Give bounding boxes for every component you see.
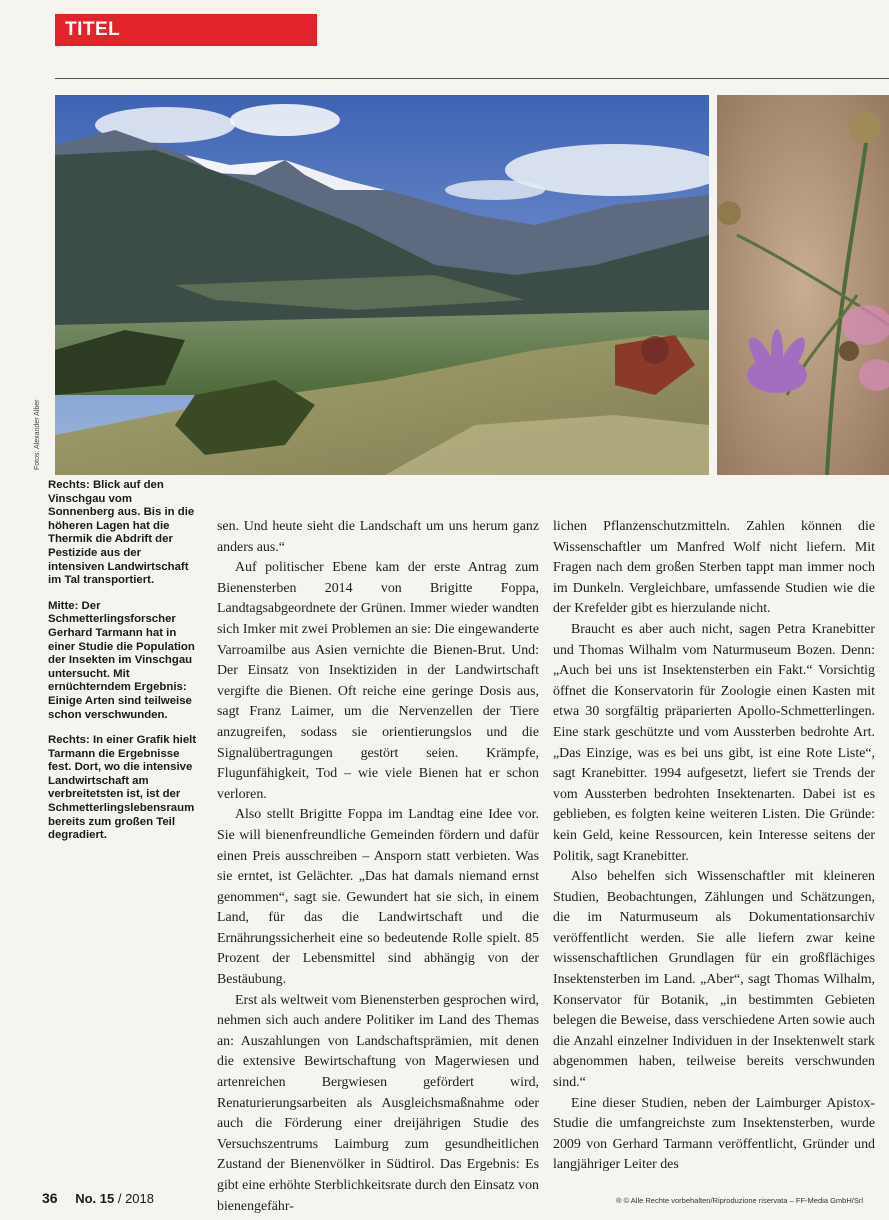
page-footer xyxy=(42,1190,154,1206)
issue-number: No. 15 xyxy=(75,1191,115,1206)
caption-researcher: Mitte: Der Schmetterlingsforscher Gerhard Tarmann hat in einer Studie die Population der Insekten im Vinschgau untersucht. Mit ernüchterndem Ergebnis: Einige Arten sind teilweise schon verschwunden. xyxy=(48,599,195,721)
section-tag: TITEL xyxy=(55,14,317,46)
issue-year: / 2018 xyxy=(117,1191,154,1206)
caption-graphic: Rechts: In einer Grafik hielt Tarmann die Ergebnisse fest. Dort, wo die intensive Landwirtschaft am verbreitetsten ist, ist der Schmetterlingslebensraum bereits zum großen Teil degradiert. xyxy=(48,734,197,842)
page-number: 36 xyxy=(42,1190,58,1206)
paragraph: Braucht es aber auch nicht, sagen Petra Kranebitter und Thomas Wilhalm vom Naturmuseum Bozen. Denn: „Auch bei uns ist Insektensterben ein Fakt.“ Vorsichtig öffnet die Konservatorin für Zoologie einen Kasten mit etwa 30 sorgfältig präparierten Apollo-Schmetterlingen. Eine stark geschützte und vom Aussterben bedrohte Art. „Das Einzige, was es bei uns gibt, ist eine Rote Liste“, sagt Kranebitter. 1994 aufgesetzt, liefert sie Trends der vom Aussterben bedrohten Insektenarten. Dabei ist es geblieben, es folgten keine weiteren Listen. Die Gründe: kein Geld, keine Ressourcen, kein Interesse seitens der Politik, sagt Kranebitter. xyxy=(553,621,875,864)
paragraph: Also stellt Brigitte Foppa im Landtag eine Idee vor. Sie will bienenfreundliche Gemeinden fördern und dafür einen Preis ausschreiben – Ansporn statt verbieten. Was sie erntet, ist Gelächter. „Das hat damals niemand ernst genommen“, sagt sie. Gewundert hat sie sich, in einem Land, für das die Landwirtschaft und die Ernährungssicherheit eine so bedeutende Rolle spielt. 85 Prozent der Lebensmittel sind abhängig von der Bestäubung. xyxy=(217,807,539,988)
article-column-1 xyxy=(217,517,539,1217)
paragraph: Auf politischer Ebene kam der erste Antrag zum Bienensterben 2014 von Brigitte Foppa, Landtagsabgeordnete der Grünen. Immer wieder wandten sich Imker mit zwei Problemen an sie: Die eingewanderte Varroamilbe aus Asien vernichte die Bienen-Brut. Und: Der Einsatz von Insektiziden in der Landwirtschaft vergifte die Bienen. Oft reiche eine geringe Dosis aus, sagt Franz Laimer, um die Nervenzellen der Tiere anzugreifen, sodass sie orientierungslos und die Signalübertragungen gestört seien. Krämpfe, Flugunfähigkeit, Tod – wie viele Bienen hat er schon verloren. xyxy=(217,560,539,802)
article-column-2 xyxy=(553,517,875,1176)
photo-credit: Fotos: Alexander Alber xyxy=(34,399,41,470)
top-divider xyxy=(55,78,889,79)
paragraph: Eine dieser Studien, neben der Laimburger Apistox-Studie die umfangreichste zum Insektensterben, wurde 2009 von Gerhard Tarmann veröffentlicht, Gründer und langjähriger Leiter des xyxy=(553,1095,875,1173)
paragraph: Erst als weltweit vom Bienensterben gesprochen wird, nehmen sich auch andere Politiker im Land des Themas an: Auszahlungen von Landschaftsprämien, mit denen die extensive Bewirtschaftung von Magerwiesen und artenreichen Bergwiesen gefördert wird, Renaturierungsarbeiten als Ausgleichsmaßnahme oder auch die Förderung einer dreijährigen Studie des Versuchszentrums Laimburg zum gesundheitlichen Zustand der Bienenvölker in Südtirol. Das Ergebnis: Es gibt eine erhöhte Sterblichkeitsrate durch den Einsatz von bienengefähr- xyxy=(217,992,539,1214)
paragraph: Also behelfen sich Wissenschaftler mit kleineren Studien, Beobachtungen, Zählungen und Schätzungen, die im Naturmuseum als Dokumentationsarchiv veröffentlicht werden. Sie alle liefern zwar keine wissenschaftlichen Grundlagen für ein großflächiges Insektensterben im Land. „Aber“, sagt Thomas Wilhalm, Konservator für Botanik, „in bestimmten Gebieten belegen die Beweise, dass verschiedene Arten sowie auch die Anzahl einzelner Individuen in der Insektenwelt stark abgenommen haben, teilweise bereits verschwunden sind.“ xyxy=(553,869,875,1091)
copyright-notice: ® © Alle Rechte vorbehalten/Riproduzione riservata – FF-Media GmbH/Srl xyxy=(616,1196,863,1205)
caption-landscape: Rechts: Blick auf den Vinschgau vom Sonnenberg aus. Bis in die höheren Lagen hat die Thermik die Abdrift der Pestizide aus der intensiven Landwirtschaft im Tal transportiert. xyxy=(48,479,195,587)
thistle-photo xyxy=(717,95,889,475)
issue-label xyxy=(75,1191,154,1206)
caption-block xyxy=(48,479,198,855)
landscape-photo xyxy=(55,95,709,475)
paragraph: lichen Pflanzenschutzmitteln. Zahlen können die Wissenschaftler um Manfred Wolf nicht liefern. Mit Fragen nach dem großen Sterben tappt man immer noch im Dunkeln. Vergleichbare, umfassende Studien wie die der Krefelder gibt es hierzulande nicht. xyxy=(553,519,875,617)
paragraph: sen. Und heute sieht die Landschaft um uns herum ganz anders aus.“ xyxy=(217,519,539,555)
